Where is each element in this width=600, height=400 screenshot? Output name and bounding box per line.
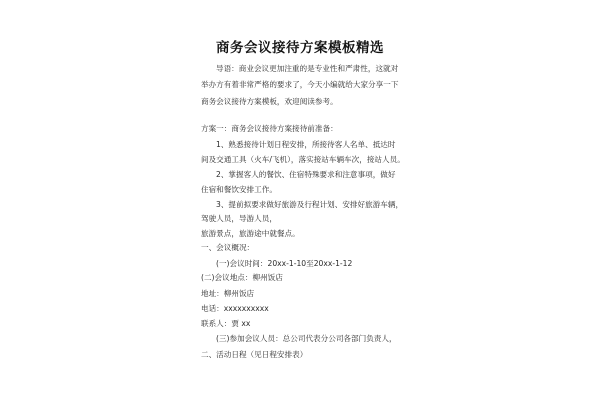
prep-item-1-line-1: 1、熟悉接待计划日程安排，所接待客人名单、抵达时 [216, 140, 396, 149]
intro-line-3: 商务会议接待方案模板，欢迎阅读参考。 [201, 97, 338, 106]
section-heading-plan-one: 方案一：商务会议接待方案接待前准备： [201, 124, 338, 133]
intro-line-2: 举办方有着非常严格的要求了，今天小编就给大家分享一下 [201, 80, 399, 89]
meeting-phone: 电话：xxxxxxxxxx [201, 304, 269, 313]
section-heading-overview: 一、会议概况： [201, 243, 255, 252]
prep-item-2-line-2: 住宿和餐饮安排工作。 [201, 185, 277, 194]
intro-line-1: 导语：商业会议更加注重的是专业性和严肃性，这就对 [216, 64, 399, 73]
document-title: 商务会议接待方案模板精选 [216, 40, 384, 56]
prep-item-3-line-3: 旅游景点，旅游途中就餐点。 [201, 229, 300, 238]
prep-item-1-line-2: 间及交通工具（火车/飞机），落实接站车辆车次，接站人员。 [201, 155, 405, 164]
meeting-contact: 联系人：贾 xx [201, 319, 251, 328]
section-heading-schedule: 二、活动日程（见日程安排表） [201, 350, 308, 359]
meeting-attendees: (三)参加会议人员：总公司代表分公司各部门负责人， [216, 334, 397, 343]
meeting-location: (二)会议地点：柳州饭店 [201, 273, 283, 282]
prep-item-3-line-1: 3、提前拟要求做好旅游及行程计划、安排好旅游车辆， [216, 200, 404, 209]
meeting-address: 地址：柳州饭店 [201, 289, 255, 298]
meeting-time: (一)会议时间：20xx-1-10至20xx-1-12 [216, 259, 353, 268]
prep-item-3-line-2: 驾驶人员，导游人员， [201, 214, 277, 223]
prep-item-2-line-1: 2、掌握客人的餐饮、住宿特殊要求和注意事项，做好 [216, 170, 396, 179]
